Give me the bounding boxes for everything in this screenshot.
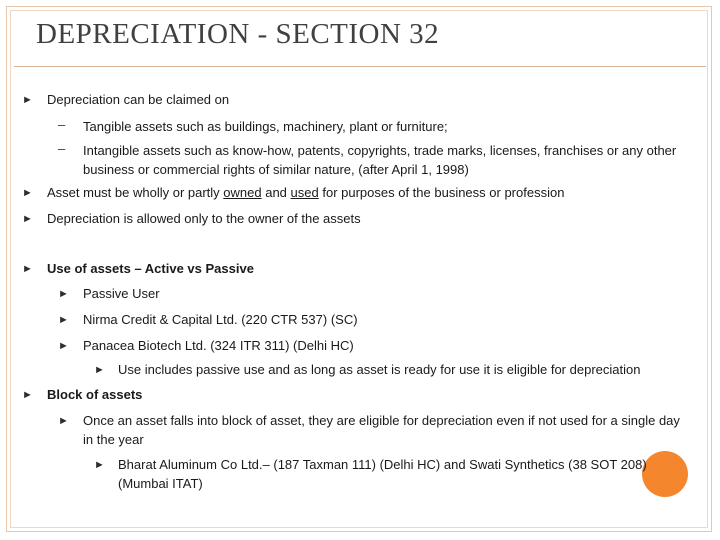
slide-title: DEPRECIATION - SECTION 32 xyxy=(36,18,440,50)
bullet-text: and xyxy=(261,185,291,200)
sub-bullet-tangible-assets: Tangible assets such as buildings, machinery, plant or furniture; xyxy=(83,119,448,134)
arrow-bullet-icon: ► xyxy=(58,314,69,326)
arrow-bullet-icon: ► xyxy=(22,187,33,199)
dash-bullet-icon: – xyxy=(58,141,66,156)
arrow-bullet-icon: ► xyxy=(22,389,33,401)
sub-bullet-panacea-biotech: Panacea Biotech Ltd. (324 ITR 311) (Delhi HC) xyxy=(83,338,354,353)
arrow-bullet-icon: ► xyxy=(94,459,105,471)
sub-sub-bullet-passive-use: Use includes passive use and as long as asset is ready for use it is eligible for depreciation xyxy=(118,362,641,377)
sub-sub-bullet-case-citations: Bharat Aluminum Co Ltd.– (187 Taxman 111) (Delhi HC) and Swati Synthetics (38 SOT 208) (Mumbai ITAT) xyxy=(118,457,647,491)
used-emphasis: used xyxy=(290,185,319,200)
arrow-bullet-icon: ► xyxy=(58,340,69,352)
sub-bullet-nirma-credit: Nirma Credit & Capital Ltd. (220 CTR 537) (SC) xyxy=(83,312,358,327)
arrow-bullet-icon: ► xyxy=(22,263,33,275)
bullet-asset-owned-used xyxy=(47,183,564,202)
title-divider xyxy=(14,66,706,67)
arrow-bullet-icon: ► xyxy=(22,213,33,225)
bullet-depreciation-claimed: Depreciation can be claimed on xyxy=(47,92,230,107)
sub-bullet-passive-user: Passive User xyxy=(83,286,160,301)
bullet-owner-only: Depreciation is allowed only to the owner of the assets xyxy=(47,211,361,226)
sub-bullet-block-eligibility: Once an asset falls into block of asset, they are eligible for depreciation even if not used for a single day in the year xyxy=(83,413,680,447)
bullet-text: Asset must be wholly or partly xyxy=(47,185,224,200)
arrow-bullet-icon: ► xyxy=(94,364,105,376)
sub-bullet-intangible-assets: Intangible assets such as know-how, patents, copyrights, trade marks, licenses, franchises or any other business or commercial rights of similar nature, (after April 1, 1998) xyxy=(83,143,677,177)
bullet-block-of-assets: Block of assets xyxy=(47,387,143,402)
owned-emphasis: owned xyxy=(223,185,262,200)
bullet-use-of-assets: Use of assets – Active vs Passive xyxy=(47,261,254,276)
arrow-bullet-icon: ► xyxy=(58,288,69,300)
bullet-text: for purposes of the business or profession xyxy=(318,185,565,200)
dash-bullet-icon: – xyxy=(58,117,66,132)
arrow-bullet-icon: ► xyxy=(58,415,69,427)
arrow-bullet-icon: ► xyxy=(22,94,33,106)
